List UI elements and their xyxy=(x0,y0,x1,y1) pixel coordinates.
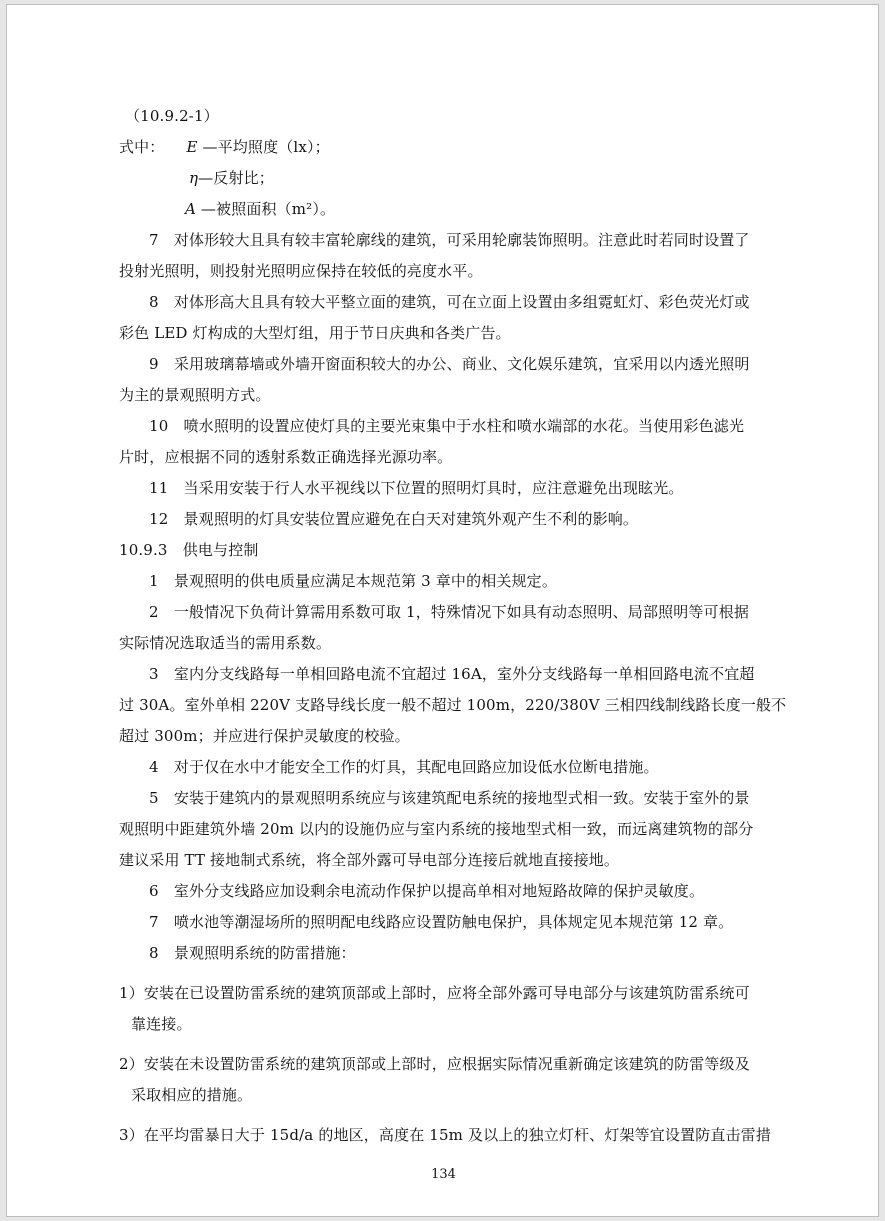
list-item: 1）安装在已设置防雷系统的建筑顶部或上部时，应将全部外露可导电部分与该建筑防雷系统可 xyxy=(119,984,750,1002)
text-line: 1 景观照明的供电质量应满足本规范第 3 章中的相关规定。 xyxy=(149,572,557,590)
legend-text: —被照面积（m²）。 xyxy=(200,200,336,218)
text-line: 彩色 LED 灯构成的大型灯组，用于节日庆典和各类广告。 xyxy=(119,324,511,342)
text-line: 观照明中距建筑外墙 20m 以内的设施仍应与室内系统的接地型式相一致，而远离建筑物的部分 xyxy=(119,820,754,838)
text-line: 4 对于仅在水中才能安全工作的灯具，其配电回路应加设低水位断电措施。 xyxy=(149,758,659,776)
text-line: 7 喷水池等潮湿场所的照明配电线路应设置防触电保护，具体规定见本规范第 12 章。 xyxy=(149,913,734,931)
page-number: 134 xyxy=(431,1167,456,1182)
text-line: 9 采用玻璃幕墙或外墙开窗面积较大的办公、商业、文化娱乐建筑，宜采用以内透光照明 xyxy=(149,355,750,373)
list-item-continuation: 靠连接。 xyxy=(131,1015,192,1033)
list-item: 2）安装在未设置防雷系统的建筑顶部或上部时，应根据实际情况重新确定该建筑的防雷等级及 xyxy=(119,1055,750,1073)
formula-number: （10.9.2-1） xyxy=(125,107,219,125)
text-line: 投射光照明，则投射光照明应保持在较低的亮度水平。 xyxy=(119,262,483,280)
legend-row-e xyxy=(119,132,779,163)
text-line: 12 景观照明的灯具安装位置应避免在白天对建筑外观产生不利的影响。 xyxy=(149,510,639,528)
text-line: 6 室外分支线路应加设剩余电流动作保护以提高单相对地短路故障的保护灵敏度。 xyxy=(149,882,705,900)
legend-symbol: E xyxy=(186,138,198,156)
legend-text: —反射比； xyxy=(198,169,274,187)
legend-text: —平均照度（lx）； xyxy=(202,138,330,156)
page-body xyxy=(119,101,787,1151)
legend-symbol: A xyxy=(185,200,196,218)
list-item-continuation: 采取相应的措施。 xyxy=(131,1086,253,1104)
document-page xyxy=(6,4,879,1217)
text-line: 过 30A。室外单相 220V 支路导线长度一般不超过 100m，220/380V 三相四线制线路长度一般不 xyxy=(119,696,787,714)
text-line: 8 对体形高大且具有较大平整立面的建筑，可在立面上设置由多组霓虹灯、彩色荧光灯或 xyxy=(149,293,750,311)
legend-prefix: 式中： xyxy=(119,138,165,156)
text-line: 3 室内分支线路每一单相回路电流不宜超过 16A，室外分支线路每一单相回路电流不宜超 xyxy=(149,665,755,683)
text-line: 片时，应根据不同的透射系数正确选择光源功率。 xyxy=(119,448,453,466)
text-line: 2 一般情况下负荷计算需用系数可取 1，特殊情况下如具有动态照明、局部照明等可根据 xyxy=(149,603,750,621)
text-line: 8 景观照明系统的防雷措施： xyxy=(149,944,356,962)
legend-symbol: η xyxy=(189,169,199,187)
text-line: 为主的景观照明方式。 xyxy=(119,386,271,404)
text-line: 11 当采用安装于行人水平视线以下位置的照明灯具时，应注意避免出现眩光。 xyxy=(149,479,684,497)
text-line: 5 安装于建筑内的景观照明系统应与该建筑配电系统的接地型式相一致。安装于室外的景 xyxy=(149,789,750,807)
text-line: 10 喷水照明的设置应使灯具的主要光束集中于水柱和喷水端部的水花。当使用彩色滤光 xyxy=(149,417,745,435)
text-line: 7 对体形较大且具有较丰富轮廓线的建筑，可采用轮廓装饰照明。注意此时若同时设置了 xyxy=(149,231,750,249)
legend-row-a xyxy=(119,194,779,225)
text-line: 实际情况选取适当的需用系数。 xyxy=(119,634,332,652)
text-line: 超过 300m；并应进行保护灵敏度的校验。 xyxy=(119,727,410,745)
legend-row-eta xyxy=(119,163,779,194)
list-item: 3）在平均雷暴日大于 15d/a 的地区，高度在 15m 及以上的独立灯杆、灯架等宜设置防直击雷措 xyxy=(119,1126,771,1144)
section-heading: 10.9.3 供电与控制 xyxy=(119,541,259,559)
text-line: 建议采用 TT 接地制式系统，将全部外露可导电部分连接后就地直接接地。 xyxy=(119,851,620,869)
